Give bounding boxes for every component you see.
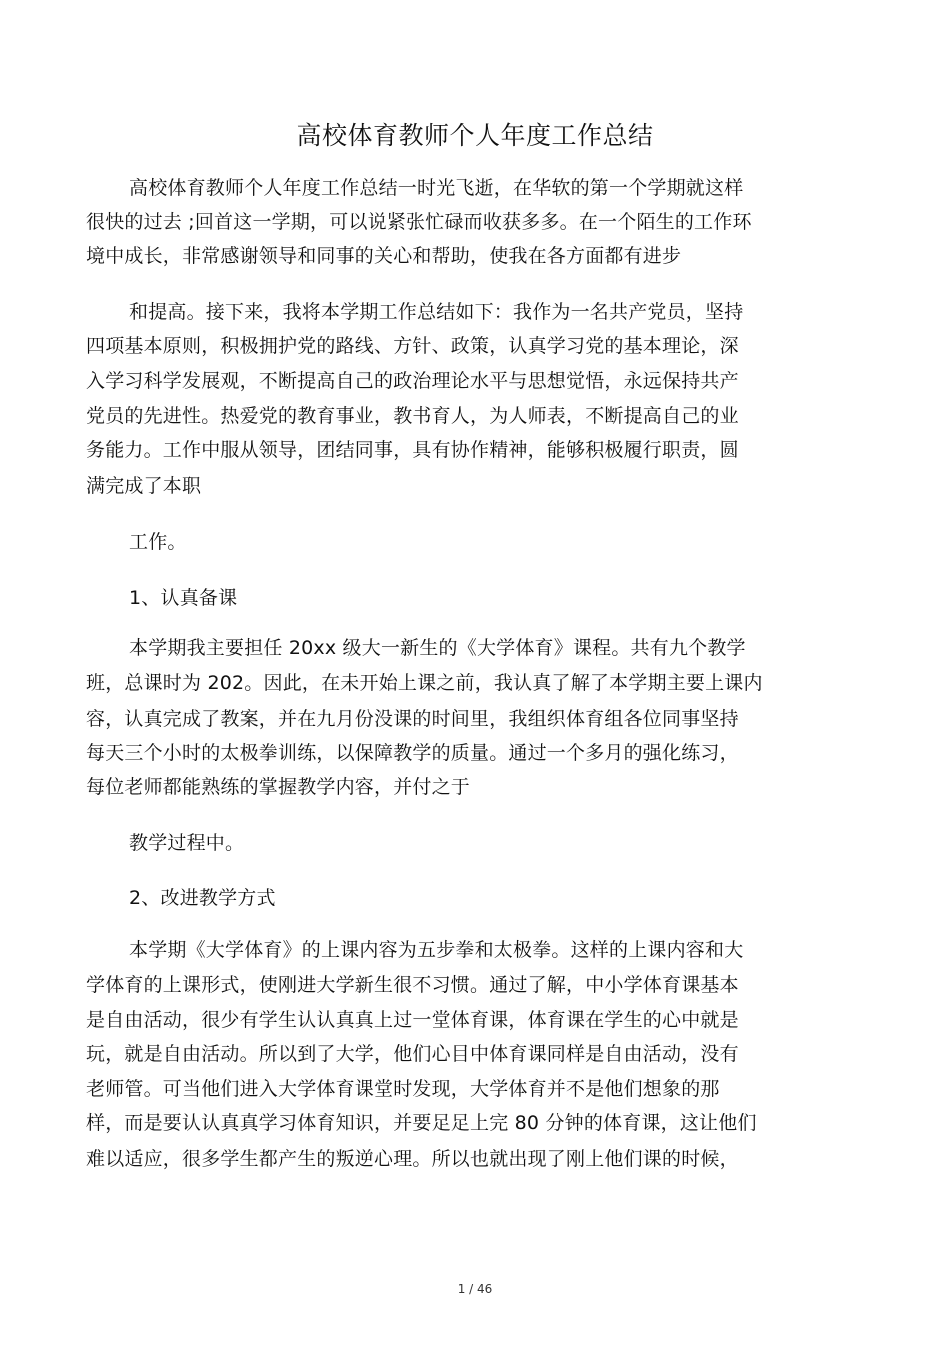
paragraph-line: 难以适应，很多学生都产生的叛逆心理。所以也就出现了刚上他们课的时候， <box>86 1148 739 1170</box>
section-heading: 2、改进教学方式 <box>129 887 276 909</box>
paragraph-line: 教学过程中。 <box>129 832 245 854</box>
paragraph-line: 和提高。接下来，我将本学期工作总结如下：我作为一名共产党员，坚持 <box>129 301 744 323</box>
paragraph-line: 很快的过去 ;回首这一学期，可以说紧张忙碌而收获多多。在一个陌生的工作环 <box>86 211 752 233</box>
section-heading: 1、认真备课 <box>129 587 238 609</box>
paragraph-line: 本学期我主要担任 20xx 级大一新生的《大学体育》课程。共有九个教学 <box>129 637 746 659</box>
paragraph-line: 是自由活动，很少有学生认认真真上过一堂体育课，体育课在学生的心中就是 <box>86 1009 739 1031</box>
paragraph-line: 学体育的上课形式，使刚进大学新生很不习惯。通过了解，中小学体育课基本 <box>86 974 739 996</box>
paragraph-line: 班，总课时为 202。因此，在未开始上课之前，我认真了解了本学期主要上课内 <box>86 672 763 694</box>
paragraph-line: 老师管。可当他们进入大学体育课堂时发现，大学体育并不是他们想象的那 <box>86 1078 720 1100</box>
paragraph-line: 每位老师都能熟练的掌握教学内容，并付之于 <box>86 776 471 798</box>
paragraph-line: 入学习科学发展观，不断提高自己的政治理论水平与思想觉悟，永远保持共产 <box>86 370 739 392</box>
paragraph-line: 党员的先进性。热爱党的教育事业，教书育人，为人师表，不断提高自己的业 <box>86 405 739 427</box>
paragraph-line: 高校体育教师个人年度工作总结一时光飞逝，在华软的第一个学期就这样 <box>129 177 744 199</box>
paragraph-line: 容，认真完成了教案，并在九月份没课的时间里，我组织体育组各位同事坚持 <box>86 708 739 730</box>
document-title: 高校体育教师个人年度工作总结 <box>296 121 654 150</box>
paragraph-line: 四项基本原则，积极拥护党的路线、方针、政策，认真学习党的基本理论，深 <box>86 335 739 357</box>
paragraph-line: 每天三个小时的太极拳训练，以保障教学的质量。通过一个多月的强化练习， <box>86 742 739 764</box>
paragraph-line: 玩，就是自由活动。所以到了大学，他们心目中体育课同样是自由活动，没有 <box>86 1043 739 1065</box>
paragraph-line: 境中成长，非常感谢领导和同事的关心和帮助，使我在各方面都有进步 <box>86 245 682 267</box>
paragraph-line: 工作。 <box>129 531 187 553</box>
page-number: 1 / 46 <box>457 1282 493 1296</box>
paragraph-line: 本学期《大学体育》的上课内容为五步拳和太极拳。这样的上课内容和大 <box>129 939 744 961</box>
paragraph-line: 满完成了本职 <box>86 475 202 497</box>
paragraph-line: 务能力。工作中服从领导，团结同事，具有协作精神，能够积极履行职责，圆 <box>86 439 739 461</box>
paragraph-line: 样，而是要认认真真学习体育知识，并要足足上完 80 分钟的体育课，这让他们 <box>86 1112 757 1134</box>
